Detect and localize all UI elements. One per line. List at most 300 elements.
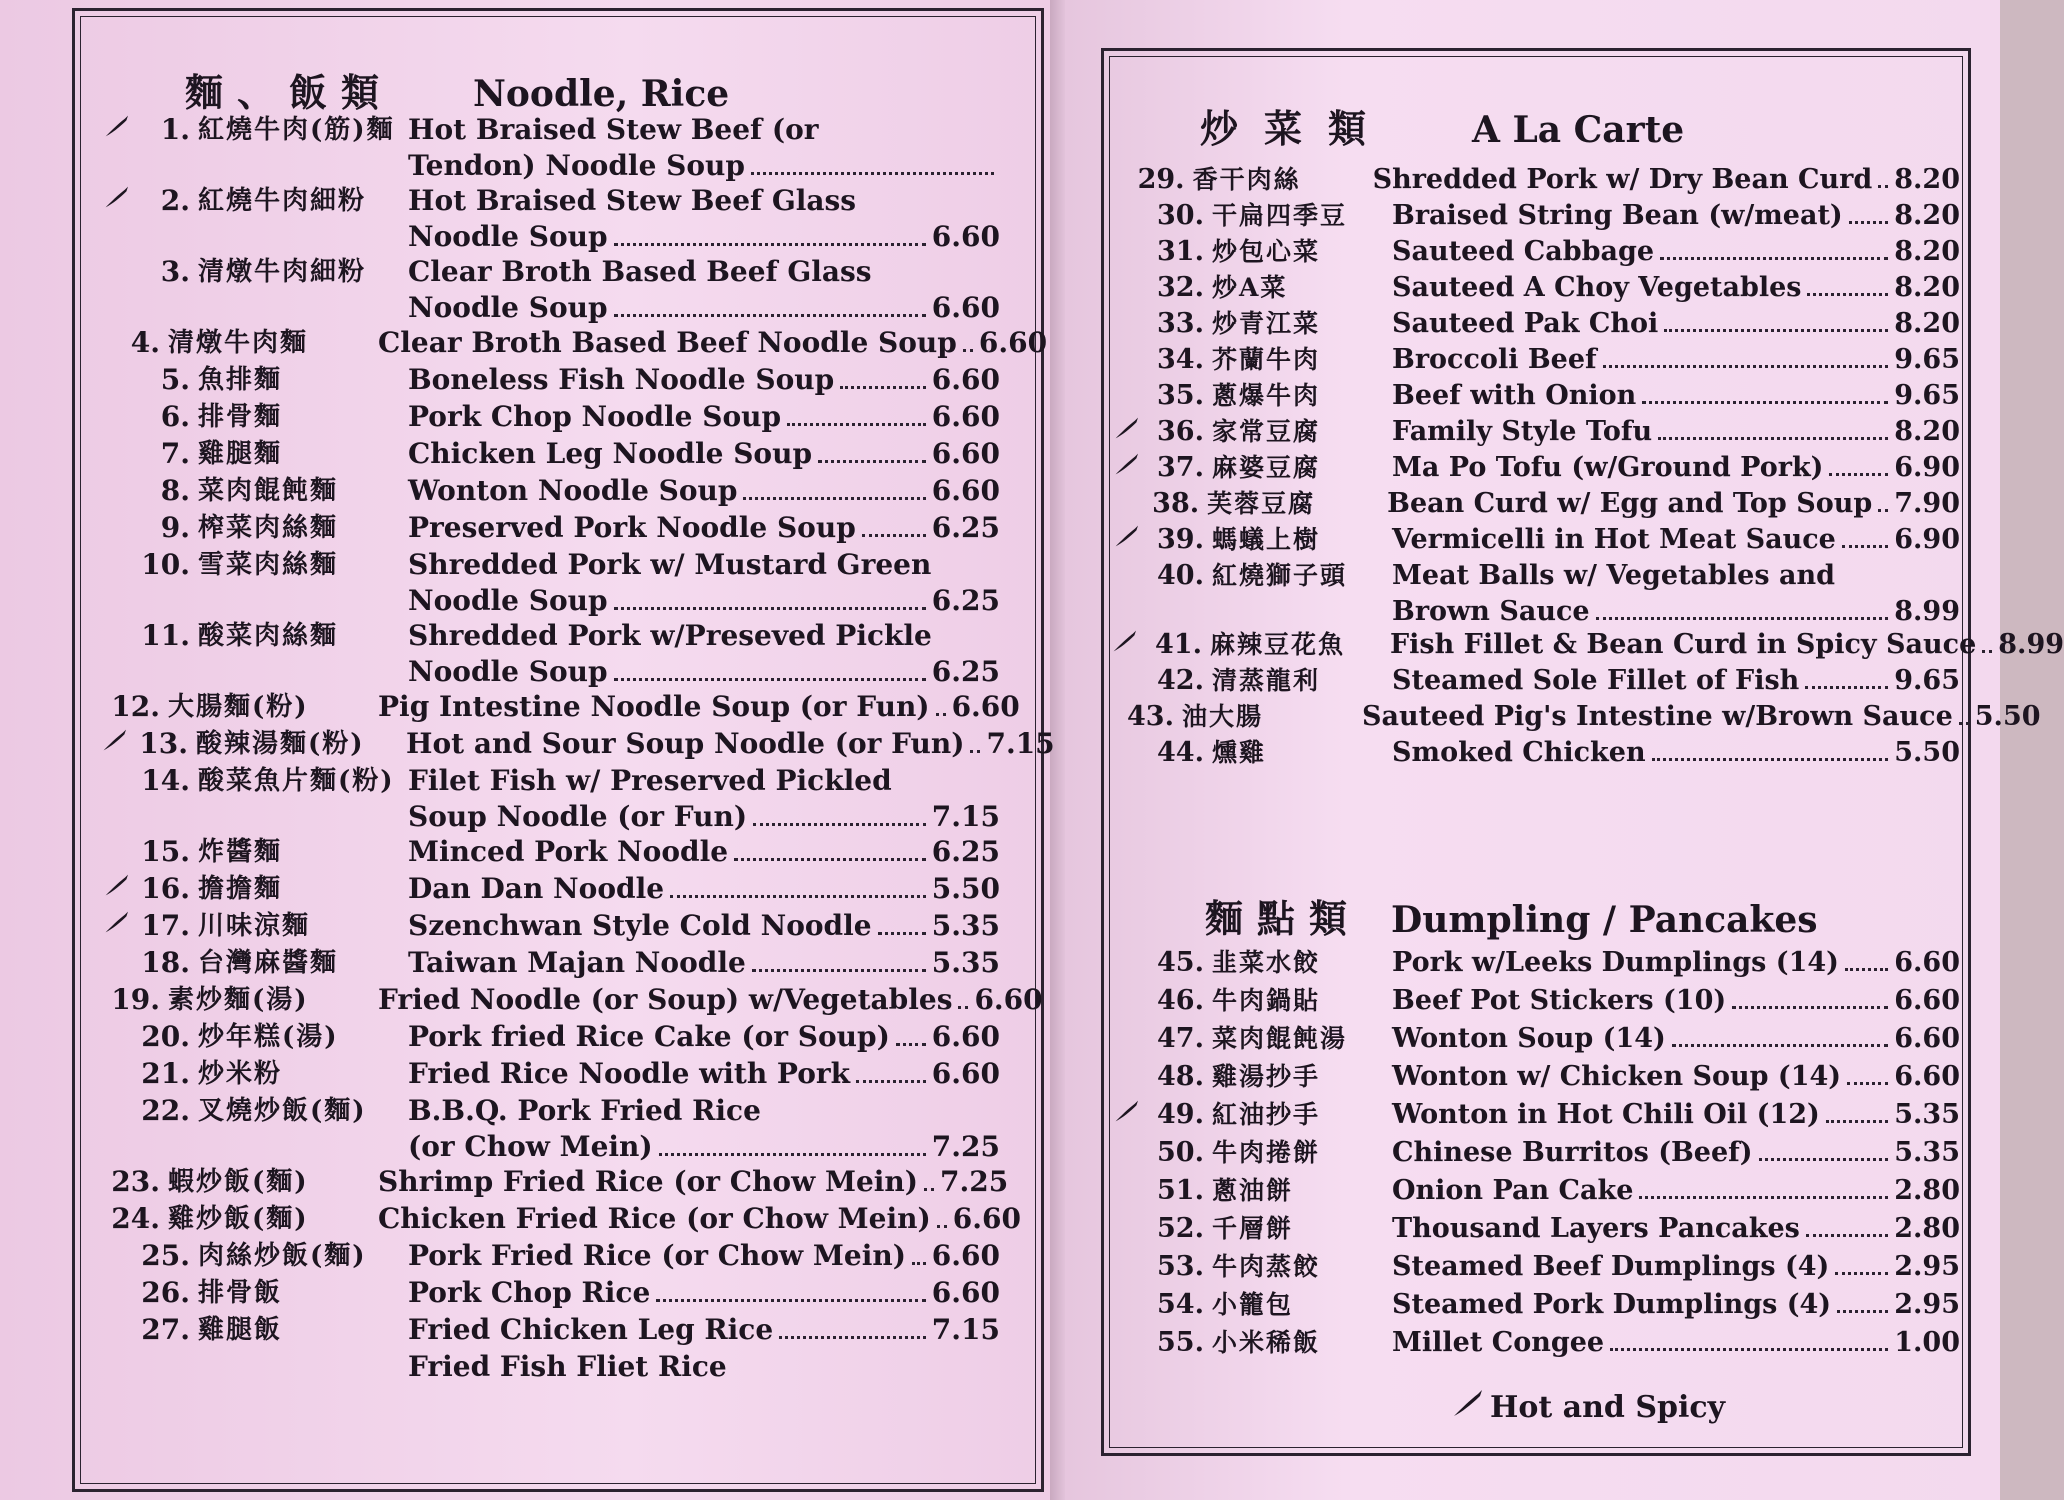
dot-leader (963, 349, 973, 352)
dot-leader (1660, 257, 1888, 260)
item-description (408, 1056, 1000, 1092)
item-price: 8.20 (1894, 200, 1960, 231)
item-number: 17. (141, 909, 190, 942)
item-description (1392, 234, 1960, 270)
item-description (1392, 1287, 1960, 1323)
item-english-name: Shredded Pork w/Preseved Pickle (408, 619, 932, 652)
dot-leader (743, 497, 925, 500)
item-description (408, 834, 1000, 870)
item-chinese-name: 紅油抄手 (1212, 1100, 1321, 1129)
item-english-name: Chicken Fried Rice (or Chow Mein) (378, 1202, 931, 1235)
item-price: 6.60 (951, 690, 1020, 723)
item-english-name: Wonton Noodle Soup (408, 474, 738, 507)
item-chinese-name: 排骨飯 (198, 1278, 283, 1308)
item-description (1392, 342, 1960, 378)
item-description (378, 1201, 1021, 1237)
noodle-rice-heading-zh: 麵、飯類 (185, 70, 394, 115)
item-chinese-name: 酸菜肉絲麵 (198, 621, 339, 651)
dot-leader (878, 932, 926, 935)
item-description (1387, 486, 1960, 522)
dot-leader (753, 823, 926, 826)
item-description (408, 362, 1000, 398)
item-price: 6.60 (931, 1276, 1000, 1309)
dot-leader (1829, 473, 1888, 476)
item-chinese-name: 麻婆豆腐 (1212, 453, 1321, 482)
chili-pepper-icon (100, 908, 130, 944)
item-english-name: Steamed Sole Fillet of Fish (1392, 665, 1800, 696)
menu-item (1110, 699, 2041, 735)
dot-leader (840, 386, 926, 389)
item-number: 45. (1157, 947, 1204, 978)
dot-leader (1658, 437, 1888, 440)
item-number: 49. (1157, 1099, 1204, 1130)
dot-leader (1842, 545, 1888, 548)
item-number: 40. (1157, 560, 1204, 591)
item-chinese-name: 酸菜魚片麵(粉) (198, 766, 395, 796)
menu-item (100, 834, 1000, 870)
item-english-name: Chicken Leg Noodle Soup (408, 437, 813, 470)
item-number: 34. (1157, 344, 1204, 375)
dot-leader (970, 750, 980, 753)
item-english-name: Beef with Onion (1392, 380, 1637, 411)
menu-item (100, 689, 1020, 725)
dot-leader (1664, 329, 1888, 332)
item-description (1392, 1097, 1960, 1133)
item-description (408, 1093, 1000, 1165)
dot-leader (1835, 1272, 1888, 1275)
item-chinese-name: 魚排麵 (198, 365, 283, 395)
item-number: 50. (1157, 1137, 1204, 1168)
item-chinese-name: 素炒麵(湯) (168, 985, 309, 1015)
item-price: 7.25 (940, 1165, 1009, 1198)
item-price: 6.60 (978, 326, 1048, 359)
item-description (408, 399, 1000, 435)
item-number: 9. (160, 511, 190, 544)
item-number: 6. (160, 400, 190, 433)
menu-item (100, 1238, 1000, 1274)
item-price: 6.25 (931, 655, 1000, 688)
item-number: 52. (1157, 1213, 1204, 1244)
item-english-name: Taiwan Majan Noodle (408, 946, 746, 979)
dot-leader (1806, 1234, 1888, 1237)
item-description (408, 1238, 1000, 1274)
menu-item (100, 362, 1000, 398)
dot-leader (1603, 365, 1889, 368)
item-price: 9.65 (1894, 380, 1960, 411)
item-description (408, 436, 1000, 472)
menu-item (100, 547, 1000, 619)
dot-leader (1610, 1348, 1888, 1351)
menu-item (100, 871, 1000, 907)
item-english-name: Shrimp Fried Rice (or Chow Mein) (378, 1165, 918, 1198)
item-chinese-name: 香干肉絲 (1192, 165, 1301, 194)
item-english-name: B.B.Q. Pork Fried Rice (408, 1094, 761, 1127)
item-chinese-name: 炒米粉 (198, 1059, 283, 1089)
menu-item (1110, 1325, 1960, 1361)
menu-item (1110, 1021, 1960, 1057)
item-chinese-name: 蝦炒飯(麵) (168, 1167, 309, 1197)
item-description (1392, 1135, 1960, 1171)
item-english-name: Beef Pot Stickers (10) (1392, 985, 1727, 1016)
item-chinese-name: 牛肉鍋貼 (1212, 986, 1321, 1015)
dot-leader (1642, 401, 1888, 404)
menu-item (1110, 1097, 1960, 1133)
item-chinese-name: 川味涼麵 (198, 911, 311, 941)
item-chinese-name: 麻辣豆花魚 (1210, 630, 1346, 659)
item-chinese-name: 炸醬麵 (198, 837, 283, 867)
dot-leader (659, 1153, 926, 1156)
item-number: 18. (141, 946, 190, 979)
item-number: 44. (1157, 737, 1204, 768)
menu-item (100, 1093, 1000, 1165)
item-english-name: Fried Rice Noodle with Pork (408, 1057, 851, 1090)
item-price: 5.35 (1894, 1137, 1960, 1168)
menu-item (1110, 983, 1960, 1019)
item-chinese-name: 雪菜肉絲麵 (198, 550, 339, 580)
item-description (408, 112, 1000, 184)
item-number: 1. (160, 113, 190, 146)
item-chinese-name: 雞炒飯(麵) (168, 1204, 309, 1234)
dot-leader (614, 607, 926, 610)
menu-item (100, 1201, 1021, 1237)
item-description (1392, 1325, 1960, 1361)
dot-leader (1837, 1310, 1888, 1313)
item-price: 6.60 (931, 1057, 1000, 1090)
item-number: 39. (1157, 524, 1204, 555)
item-chinese-name: 擔擔麵 (198, 874, 283, 904)
item-english-name: Tendon) Noodle Soup (408, 149, 745, 182)
chili-pepper-icon (1110, 1097, 1140, 1133)
item-description (408, 908, 1000, 944)
item-chinese-name: 牛肉捲餅 (1212, 1138, 1321, 1167)
item-english-name: Szenchwan Style Cold Noodle (408, 909, 872, 942)
dot-leader (1878, 509, 1888, 512)
item-price: 6.60 (931, 437, 1000, 470)
item-number: 30. (1157, 200, 1204, 231)
item-number: 14. (141, 764, 190, 797)
item-chinese-name: 燻雞 (1212, 738, 1267, 767)
dot-leader (1826, 1120, 1888, 1123)
chili-pepper-icon (1450, 1388, 1484, 1426)
item-price: 5.50 (931, 872, 1000, 905)
menu-item (1110, 306, 1960, 342)
item-price: 6.60 (974, 983, 1043, 1016)
item-english-name: Braised String Bean (w/meat) (1392, 200, 1843, 231)
menu-item (1110, 234, 1960, 270)
item-number: 36. (1157, 416, 1204, 447)
item-price: 6.25 (931, 511, 1000, 544)
item-price: 9.65 (1894, 344, 1960, 375)
item-price: 7.15 (986, 727, 1055, 760)
item-english-name: Bean Curd w/ Egg and Top Soup (1387, 488, 1873, 519)
dot-leader (924, 1188, 934, 1191)
item-chinese-name: 清蒸龍利 (1212, 666, 1321, 695)
menu-item (100, 763, 1000, 835)
dot-leader (1732, 1006, 1888, 1009)
item-english-name: Filet Fish w/ Preserved Pickled (408, 764, 892, 797)
item-english-name: Clear Broth Based Beef Glass (408, 255, 872, 288)
item-description (1392, 735, 1960, 771)
item-description (378, 982, 1043, 1018)
item-english-name: Sauteed A Choy Vegetables (1392, 272, 1802, 303)
item-chinese-name: 清燉牛肉麵 (168, 328, 309, 358)
dot-leader (818, 460, 926, 463)
item-number: 48. (1157, 1061, 1204, 1092)
dot-leader (670, 895, 926, 898)
dot-leader (1805, 686, 1888, 689)
menu-item (1110, 735, 1960, 771)
item-number: 13. (139, 727, 188, 760)
item-price: 8.20 (1894, 272, 1960, 303)
item-english-name: Noodle Soup (408, 220, 608, 253)
item-english-name: Meat Balls w/ Vegetables and (1392, 560, 1835, 591)
item-english-name: Thousand Layers Pancakes (1392, 1213, 1800, 1244)
item-english-name: Smoked Chicken (1392, 737, 1646, 768)
item-number: 37. (1157, 452, 1204, 483)
menu-item (1110, 1059, 1960, 1095)
item-chinese-name: 蔥油餅 (1212, 1176, 1294, 1205)
item-chinese-name: 螞蟻上樹 (1212, 525, 1321, 554)
item-description (1362, 699, 2041, 735)
item-number: 33. (1157, 308, 1204, 339)
dot-leader (958, 1006, 968, 1009)
menu-item (1110, 1211, 1960, 1247)
item-chinese-name: 芙蓉豆腐 (1207, 489, 1316, 518)
item-description (1392, 378, 1960, 414)
chili-pepper-icon (100, 112, 130, 148)
item-chinese-name: 炒A菜 (1212, 273, 1288, 302)
item-number: 32. (1157, 272, 1204, 303)
item-description (408, 1019, 1000, 1055)
item-description (1392, 414, 1960, 450)
dot-leader (1807, 293, 1888, 296)
dot-leader (1672, 1044, 1888, 1047)
item-english-name: Chinese Burritos (Beef) (1392, 1137, 1753, 1168)
item-description (1392, 522, 1960, 558)
item-number: 43. (1127, 701, 1174, 732)
item-chinese-name: 牛肉蒸餃 (1212, 1252, 1321, 1281)
dot-leader (779, 1336, 926, 1339)
item-description (1392, 945, 1960, 981)
item-chinese-name: 榨菜肉絲麵 (198, 513, 339, 543)
item-price: 5.50 (1894, 737, 1960, 768)
chili-pepper-icon (1110, 627, 1138, 663)
item-english-name: Pork Chop Noodle Soup (408, 400, 782, 433)
menu-item (1110, 522, 1960, 558)
item-chinese-name: 肉絲炒飯(麵) (198, 1241, 367, 1271)
dot-leader (1596, 617, 1889, 620)
item-price: 7.90 (1894, 488, 1960, 519)
item-english-name: Fried Noodle (or Soup) w/Vegetables (378, 983, 953, 1016)
item-number: 26. (141, 1276, 190, 1309)
item-price: 2.95 (1894, 1251, 1960, 1282)
item-description (1392, 1249, 1960, 1285)
item-number: 21. (141, 1057, 190, 1090)
item-description (378, 325, 1047, 361)
item-description (408, 945, 1000, 981)
item-price: 8.20 (1894, 416, 1960, 447)
item-number: 5. (160, 363, 190, 396)
item-number: 23. (111, 1165, 160, 1198)
item-english-name: Sauteed Pak Choi (1392, 308, 1659, 339)
item-chinese-name: 紅燒牛肉細粉 (198, 186, 367, 216)
item-price: 9.65 (1894, 665, 1960, 696)
item-price: 6.25 (931, 584, 1000, 617)
item-price: 5.35 (931, 909, 1000, 942)
item-number: 12. (111, 690, 160, 723)
item-price: 6.60 (1894, 1061, 1960, 1092)
item-chinese-name: 炒包心菜 (1212, 237, 1321, 266)
item-chinese-name: 台灣麻醬麵 (198, 948, 339, 978)
item-description (1392, 1059, 1960, 1095)
item-english-name: Family Style Tofu (1392, 416, 1653, 447)
item-english-name: Sauteed Cabbage (1392, 236, 1655, 267)
item-english-name: Fried Chicken Leg Rice (408, 1313, 774, 1346)
item-price: 2.95 (1894, 1289, 1960, 1320)
item-description (408, 1349, 1000, 1385)
item-english-name: Broccoli Beef (1392, 344, 1597, 375)
menu-item (100, 399, 1000, 435)
item-price: 8.20 (1894, 236, 1960, 267)
dot-leader (1878, 185, 1888, 188)
item-price: 8.99 (1894, 596, 1960, 627)
item-english-name: Clear Broth Based Beef Noodle Soup (378, 326, 957, 359)
item-price: 5.50 (1974, 701, 2041, 732)
item-chinese-name: 小籠包 (1212, 1290, 1294, 1319)
item-price: 8.20 (1894, 308, 1960, 339)
item-number: 20. (141, 1020, 190, 1053)
menu-item (100, 982, 1043, 1018)
dot-leader (751, 172, 994, 175)
menu-item (100, 1056, 1000, 1092)
menu-item (100, 726, 1055, 762)
item-price: 2.80 (1894, 1175, 1960, 1206)
item-english-name: Onion Pan Cake (1392, 1175, 1634, 1206)
item-english-name: Vermicelli in Hot Meat Sauce (1392, 524, 1836, 555)
menu-item (100, 325, 1048, 361)
item-number: 24. (111, 1202, 160, 1235)
item-english-name: Soup Noodle (or Fun) (408, 800, 748, 833)
menu-item (100, 254, 1000, 326)
item-english-name: Millet Congee (1392, 1327, 1605, 1358)
item-number: 41. (1155, 629, 1202, 660)
item-english-name: Pig Intestine Noodle Soup (or Fun) (378, 690, 930, 723)
item-chinese-name: 酸辣湯麵(粉) (196, 729, 365, 759)
item-english-name: Noodle Soup (408, 655, 608, 688)
chili-pepper-icon (100, 726, 128, 762)
chili-pepper-icon (1110, 450, 1140, 486)
item-description (408, 183, 1000, 255)
chili-pepper-icon (100, 871, 130, 907)
dumpling-heading-en: Dumpling / Pancakes (1391, 899, 1818, 941)
item-description (408, 510, 1000, 546)
item-english-name: Fish Fillet & Bean Curd in Spicy Sauce (1390, 629, 1977, 660)
chili-pepper-icon (1110, 522, 1140, 558)
menu-item (100, 510, 1000, 546)
item-english-name: Noodle Soup (408, 584, 608, 617)
item-english-name: Noodle Soup (408, 291, 608, 324)
item-description (1392, 1173, 1960, 1209)
item-english-name: Fried Fish Fliet Rice (408, 1350, 727, 1383)
dot-leader (1845, 968, 1888, 971)
item-chinese-name: 紅燒牛肉(筋)麵 (198, 115, 395, 145)
item-description (408, 547, 1000, 619)
item-price: 6.90 (1894, 524, 1960, 555)
item-price: 6.60 (931, 474, 1000, 507)
menu-item (1110, 627, 2064, 663)
menu-item (100, 1019, 1000, 1055)
hot-spicy-legend (1450, 1388, 1725, 1426)
item-english-name: Pork Chop Rice (408, 1276, 651, 1309)
item-number: 47. (1157, 1023, 1204, 1054)
item-chinese-name: 清燉牛肉細粉 (198, 257, 367, 287)
dot-leader (614, 314, 926, 317)
item-english-name: Shredded Pork w/ Dry Bean Curd (1372, 164, 1873, 195)
item-price: 6.60 (931, 1239, 1000, 1272)
dot-leader (752, 969, 926, 972)
item-number: 29. (1137, 164, 1185, 195)
item-english-name: Dan Dan Noodle (408, 872, 665, 905)
item-description (1392, 450, 1960, 486)
dot-leader (1959, 722, 1969, 725)
item-number: 51. (1157, 1175, 1204, 1206)
item-description (378, 1164, 1008, 1200)
dot-leader (614, 243, 926, 246)
item-number: 35. (1157, 380, 1204, 411)
item-price: 8.99 (1998, 629, 2064, 660)
item-english-name: (or Chow Mein) (408, 1130, 653, 1163)
menu-item (100, 436, 1000, 472)
item-description (1392, 1211, 1960, 1247)
item-number: 25. (141, 1239, 190, 1272)
item-chinese-name: 大腸麵(粉) (168, 692, 309, 722)
item-chinese-name: 炒年糕(湯) (198, 1022, 339, 1052)
menu-item (100, 473, 1000, 509)
item-chinese-name: 菜肉餛飩湯 (1212, 1024, 1348, 1053)
item-price: 6.60 (931, 363, 1000, 396)
item-number: 38. (1152, 488, 1200, 519)
item-english-name: Steamed Beef Dumplings (4) (1392, 1251, 1830, 1282)
item-english-name: Hot and Sour Soup Noodle (or Fun) (406, 727, 965, 760)
item-number: 19. (111, 983, 160, 1016)
a-la-carte-heading (1200, 98, 1684, 153)
item-english-name: Minced Pork Noodle (408, 835, 729, 868)
item-description (408, 1312, 1000, 1348)
dumpling-heading-zh: 麵點類 (1205, 896, 1362, 941)
dot-leader (787, 423, 926, 426)
item-price: 6.25 (931, 835, 1000, 868)
item-chinese-name: 芥蘭牛肉 (1212, 345, 1321, 374)
menu-item (100, 1349, 1000, 1385)
item-english-name: Brown Sauce (1392, 596, 1590, 627)
item-number: 4. (130, 326, 160, 359)
menu-item (1110, 270, 1960, 306)
menu-item (100, 1312, 1000, 1348)
item-description (408, 871, 1000, 907)
item-number: 27. (141, 1313, 190, 1346)
item-price: 7.25 (931, 1130, 1000, 1163)
item-price: 7.15 (931, 800, 1000, 833)
menu-item (1110, 1287, 1960, 1323)
item-chinese-name: 千層餅 (1212, 1214, 1294, 1243)
item-number: 54. (1157, 1289, 1204, 1320)
item-price: 1.00 (1894, 1327, 1960, 1358)
item-number: 42. (1157, 665, 1204, 696)
item-number: 22. (141, 1094, 190, 1127)
item-description (408, 618, 1000, 690)
dot-leader (1759, 1158, 1889, 1161)
noodle-rice-heading-en: Noodle, Rice (473, 73, 730, 115)
